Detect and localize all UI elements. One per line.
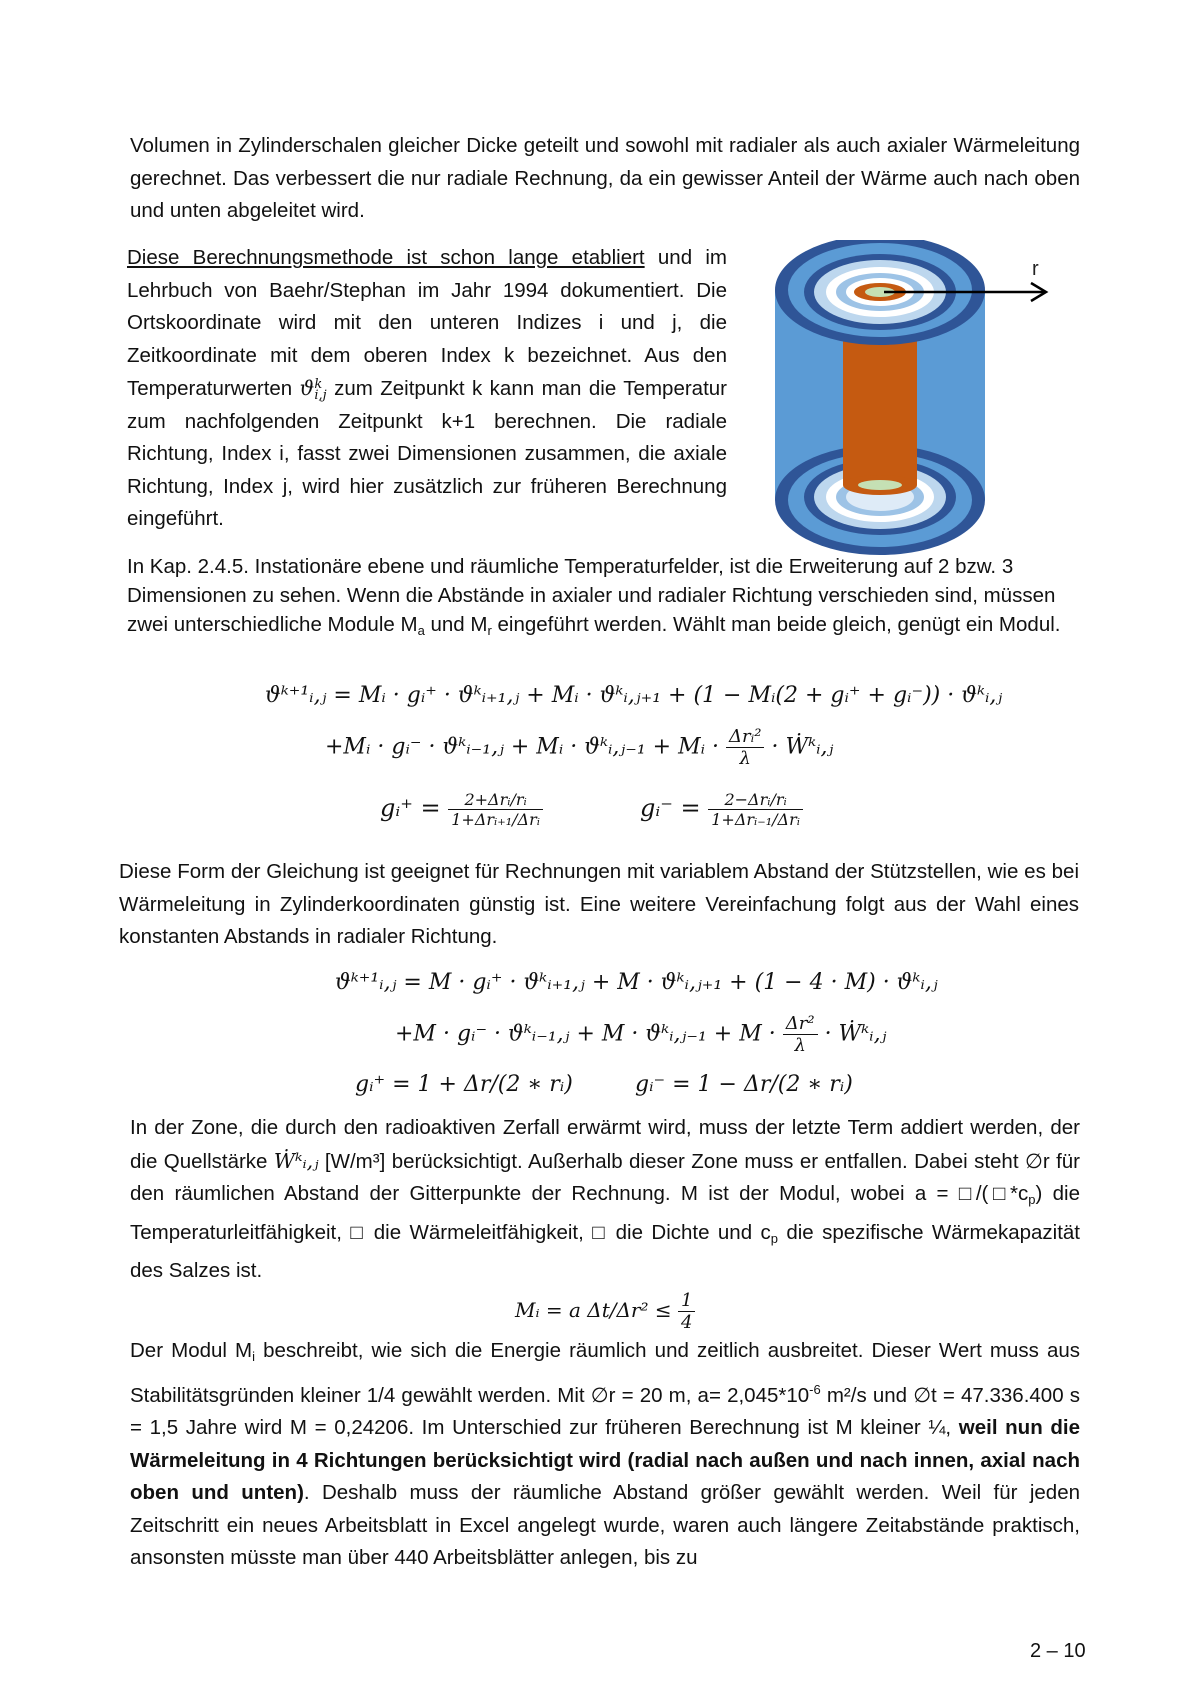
paragraph-chapter-ref: In Kap. 2.4.5. Instationäre ebene und räumliche Temperaturfelder, ist die Erweiterung auf 2 bzw. 3 Dimensionen zu sehen. Wenn die Abstände in axialer und radialer Richtung verschieden sind, müssen zwei unterschiedliche Module $M_a$ und $M_r$ eingeführt werden. Wählt man beide gleich, genügt ein Modul. xyxy=(127,555,1061,638)
page-number: 2 – 10 xyxy=(1030,1640,1086,1662)
equation-2-line-1: ϑᵏ⁺¹ᵢ,ⱼ = M · gᵢ⁺ · ϑᵏᵢ₊₁,ⱼ + M · ϑᵏᵢ,ⱼ₊₁ + (1 − 4 · M) · ϑᵏᵢ,ⱼ xyxy=(335,970,938,995)
equation-1-gminus: gᵢ⁻ = $\frac{\text{2−Δrᵢ/rᵢ}}{\text{1+Δrᵢ₋₁/Δrᵢ}}$ xyxy=(640,790,803,829)
paragraph-method xyxy=(127,242,727,536)
equation-3: Mᵢ = a Δt/Δr² ≤ $\frac{1}{4}$ xyxy=(515,1290,695,1333)
equation-1-line-2: +Mᵢ · gᵢ⁻ · ϑᵏᵢ₋₁,ⱼ + Mᵢ · ϑᵏᵢ,ⱼ₋₁ + Mᵢ · $\frac{\text{Δrᵢ²}}{\lambda}$ · Ẇᵏᵢ,ⱼ xyxy=(325,726,834,769)
core-column xyxy=(843,335,917,485)
text-segment: zum Zeitpunkt k kann man die Temperatur zum nachfolgenden Zeitpunkt k+1 berechnen. Die radiale Richtung, Index i, fasst zwei Dimensionen zusammen, die axiale Richtung, Index j, wird hier zusätzlich zur früheren Berechnung eingeführt. xyxy=(127,377,727,530)
cylinder-figure xyxy=(760,240,1080,560)
radius-label: r xyxy=(1032,258,1039,280)
equation-2-line-2: +M · gᵢ⁻ · ϑᵏᵢ₋₁,ⱼ + M · ϑᵏᵢ,ⱼ₋₁ + M · $\frac{\text{Δr²}}{\lambda}$ · Ẇᵏᵢ,ⱼ xyxy=(395,1013,887,1056)
equation-1-line-1: ϑᵏ⁺¹ᵢ,ⱼ = Mᵢ · gᵢ⁺ · ϑᵏᵢ₊₁,ⱼ + Mᵢ · ϑᵏᵢ,ⱼ₊₁ + (1 − Mᵢ(2 + gᵢ⁺ + gᵢ⁻)) · ϑᵏᵢ,ⱼ xyxy=(265,683,1003,708)
equation-2-line-3a: gᵢ⁺ = 1 + Δr/(2 ∗ rᵢ) xyxy=(355,1072,573,1097)
underlined-text: Diese Berechnungsmethode ist schon lange etabliert xyxy=(127,246,645,269)
text-segment: und im Lehrbuch von Baehr/Stephan im Jahr 1994 dokumentiert. Die Ortskoordinate wird mit den unteren Indizes i und j, die Zeitkoordinate mit dem oberen Index k bezeichnet. Aus den Temperaturwerten xyxy=(127,246,727,400)
paragraph-variable-spacing: Diese Form der Gleichung ist geeignet für Rechnungen mit variablem Abstand der Stützstellen, wie es bei Wärmeleitung in Zylinderkoordinaten günstig ist. Eine weitere Vereinfachung folgt aus der Wahl eines konstanten Abstands in radialer Richtung. xyxy=(119,860,1079,948)
paragraph-intro: Volumen in Zylinderschalen gleicher Dicke geteilt und sowohl mit radialer als auch axialer Wärmeleitung gerechnet. Das verbessert die nur radiale Rechnung, da ein gewisser Anteil der Wärme auch nach oben und unten abgeleitet wird. xyxy=(130,134,1080,222)
equation-2-line-3b: gᵢ⁻ = 1 − Δr/(2 ∗ rᵢ) xyxy=(635,1072,853,1097)
bold-text: weil nun die Wärmeleitung in 4 Richtungen berücksichtigt wird (radial nach außen und nach innen, axial nach oben und unten) xyxy=(130,1416,1080,1504)
theta-symbol: ϑ k i,j xyxy=(299,376,327,403)
equation-1-gplus: gᵢ⁺ = $\frac{\text{2+Δrᵢ/rᵢ}}{\text{1+Δrᵢ₊₁/Δrᵢ}}$ xyxy=(380,790,543,829)
paragraph-modulus: Der Modul $M_i$ beschreibt, wie sich die Energie räumlich und zeitlich ausbreitet. Dieser Wert muss aus Stabilitätsgründen kleiner 1/4 gewählt werden. Mit ∅r = 20 m, $a= 2,045*10^{-6}$ m²/s und ∅t = 47.336.400 s = 1,5 Jahre wird M = 0,24206. Im Unterschied zur früheren Berechnung ist M kleiner ¼, weil nun die Wärmeleitung in 4 Richtungen berücksichtigt wird (radial nach außen und nach innen, axial nach oben und unten). Deshalb muss der räumliche Abstand größer gewählt werden. Weil für jeden Zeitschritt ein neues Arbeitsblatt in Excel angelegt wurde, waren auch längere Zeitabstände praktisch, ansonsten müsste man über 440 Arbeitsblätter anlegen, bis zu xyxy=(130,1339,1081,1569)
core-center xyxy=(858,480,902,490)
paragraph-source-term: In der Zone, die durch den radioaktiven Zerfall erwärmt wird, muss der letzte Term addiert werden, der die Quellstärke Ẇᵏᵢ,ⱼ [W/m³] berücksichtigt. Außerhalb dieser Zone muss er entfallen. Dabei steht ∅r für den räumlichen Abstand der Gitterpunkte der Rechnung. M ist der Modul, wobei $a = □/(□*c_p)$ die Temperaturleitfähigkeit, □ die Wärmeleitfähigkeit, □ die Dichte und $c_p$ die spezifische Wärmekapazität des Salzes ist. xyxy=(130,1116,1080,1282)
